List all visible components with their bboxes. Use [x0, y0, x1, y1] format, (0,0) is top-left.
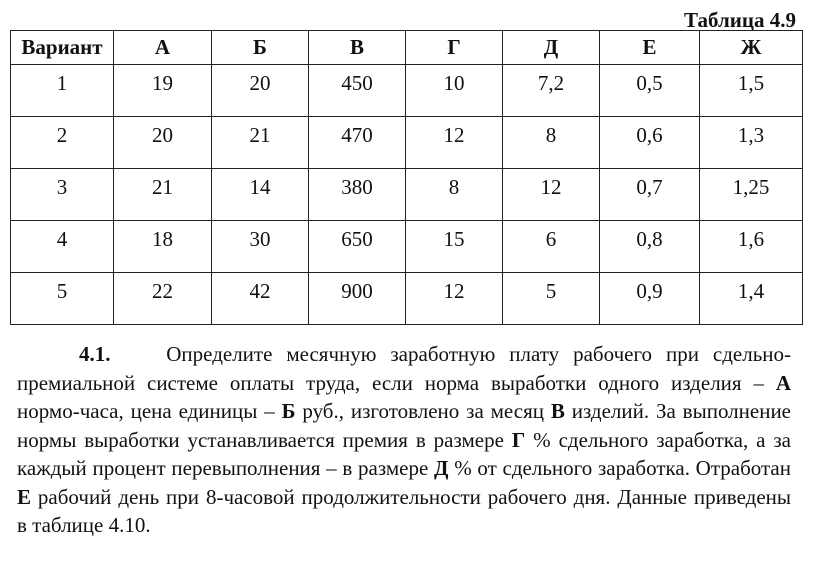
table-row — [11, 169, 803, 221]
table-cell: 12 — [406, 273, 503, 325]
table-header-row — [11, 31, 803, 65]
task-variable: Г — [511, 427, 526, 452]
table-cell: 8 — [503, 117, 600, 169]
header-e: Е — [600, 31, 700, 65]
table-cell: 20 — [114, 117, 212, 169]
table-row — [11, 221, 803, 273]
task-variable: Д — [434, 456, 449, 480]
table-cell: 380 — [309, 169, 406, 221]
table-cell: 42 — [212, 273, 309, 325]
task-text-segment: % от сдельного заработка. Отработан — [448, 456, 791, 480]
table-cell: 4 — [11, 221, 114, 273]
table-cell: 10 — [406, 65, 503, 117]
header-zh: Ж — [700, 31, 803, 65]
table-cell: 12 — [503, 169, 600, 221]
table-cell: 21 — [114, 169, 212, 221]
table-cell: 0,5 — [600, 65, 700, 117]
task-text — [17, 340, 791, 540]
header-a: А — [114, 31, 212, 65]
task-text-segment: руб., изготовлено за месяц — [295, 399, 551, 423]
table-cell: 21 — [212, 117, 309, 169]
table-cell: 0,8 — [600, 221, 700, 273]
variants-table — [10, 30, 803, 325]
task-text-segment: нормо-часа, цена единицы – — [17, 399, 282, 423]
table-cell: 650 — [309, 221, 406, 273]
task-variable: А — [775, 370, 791, 395]
header-g: Г — [406, 31, 503, 65]
task-text-segment: изделий. За выполнение нормы выработки устанавливается премия в размере — [17, 399, 791, 452]
table-cell: 3 — [11, 169, 114, 221]
table-cell: 1 — [11, 65, 114, 117]
table-cell: 1,3 — [700, 117, 803, 169]
table-cell: 1,4 — [700, 273, 803, 325]
table-cell: 15 — [406, 221, 503, 273]
table-cell: 30 — [212, 221, 309, 273]
table-cell: 7,2 — [503, 65, 600, 117]
table-cell: 0,9 — [600, 273, 700, 325]
task-number: 4.1. — [79, 342, 111, 366]
table-cell: 1,25 — [700, 169, 803, 221]
table-cell: 2 — [11, 117, 114, 169]
header-v: В — [309, 31, 406, 65]
task-text-segment: Определите месячную заработную плату рабочего при сдельно-премиальной системе оплаты труда, если норма выработки одного изделия – — [17, 342, 792, 395]
table-cell: 470 — [309, 117, 406, 169]
table-cell: 6 — [503, 221, 600, 273]
header-d: Д — [503, 31, 600, 65]
table-cell: 22 — [114, 273, 212, 325]
header-b: Б — [212, 31, 309, 65]
table-cell: 900 — [309, 273, 406, 325]
table-cell: 18 — [114, 221, 212, 273]
table-cell: 1,5 — [700, 65, 803, 117]
table-cell: 12 — [406, 117, 503, 169]
table-row — [11, 117, 803, 169]
task-variable: Б — [281, 399, 296, 423]
table-cell: 0,7 — [600, 169, 700, 221]
task-text-segment: % сдельного заработка, а за каждый процент перевыполнения – в размере — [17, 427, 791, 480]
table-row — [11, 65, 803, 117]
table-cell: 0,6 — [600, 117, 700, 169]
table-cell: 450 — [309, 65, 406, 117]
table-cell: 19 — [114, 65, 212, 117]
table-cell: 14 — [212, 169, 309, 221]
task-variable: Е — [17, 484, 32, 509]
table-cell: 20 — [212, 65, 309, 117]
table-cell: 1,6 — [700, 221, 803, 273]
table-row — [11, 273, 803, 325]
table-caption: Таблица 4.9 — [684, 8, 796, 32]
task-paragraph — [17, 340, 791, 540]
table-cell: 5 — [503, 273, 600, 325]
header-variant: Вариант — [11, 31, 114, 65]
table-cell: 5 — [11, 273, 114, 325]
task-text-segment: рабочий день при 8-часовой продолжительности рабочего дня. Данные приведены в таблице 4.10. — [17, 484, 791, 537]
table-cell: 8 — [406, 169, 503, 221]
task-variable: В — [550, 399, 565, 423]
